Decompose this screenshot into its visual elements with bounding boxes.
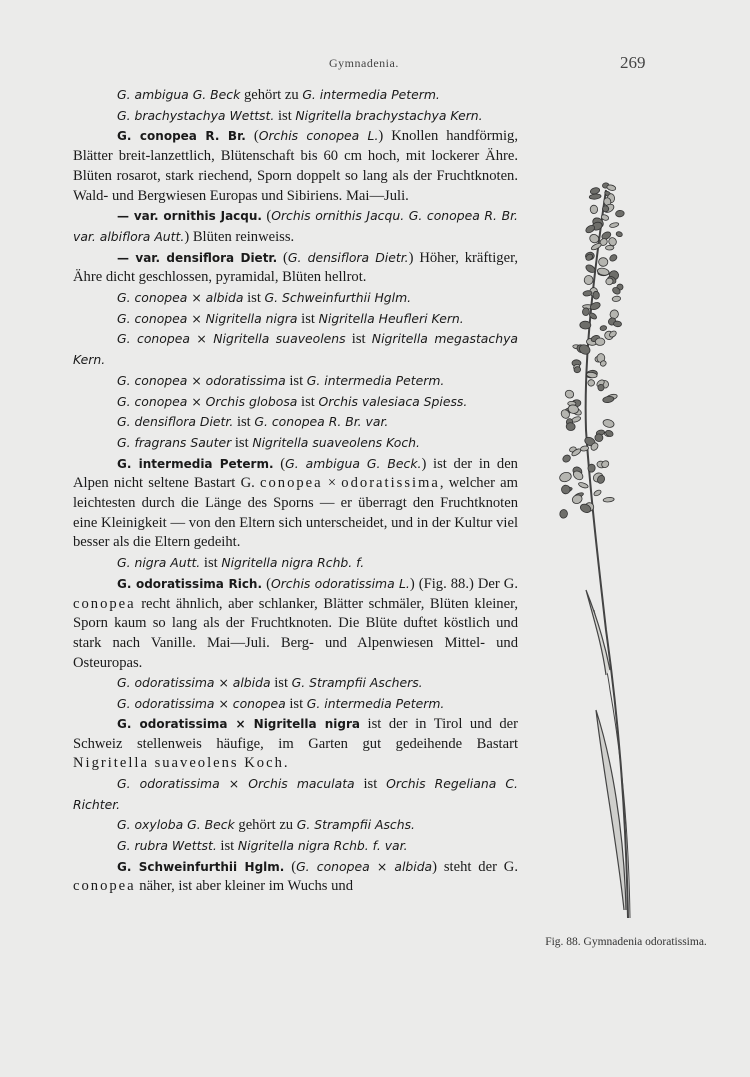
flower-bud — [583, 275, 594, 286]
flower-bud — [615, 210, 624, 217]
flower-bud — [582, 308, 590, 316]
text: ( — [245, 128, 259, 145]
species-name: G. oxyloba G. Beck — [117, 817, 235, 833]
species-name: G. brachystachya Wettst. — [117, 107, 275, 123]
page-header — [0, 53, 750, 76]
plant-illustration-figure — [528, 170, 728, 940]
text: gehört zu — [240, 87, 303, 103]
species-heading: G. intermedia Peterm. — [117, 456, 274, 471]
text: ist — [233, 414, 255, 431]
species-name: G. Strampfii Aschers. — [291, 675, 423, 691]
description: ) Höher, kräftiger, Ähre dicht geschlossen, pyramidal, Blüten hellrot. — [73, 249, 518, 286]
entry-g-oxyloba — [73, 815, 518, 836]
text: ist — [297, 393, 319, 410]
text: ist — [345, 331, 372, 348]
description: recht ähnlich, aber schlanker, Blätter schmäler, Blüten kleiner, Sporn kaum so lang als der Fruchtknoten. Die Blüte duftet köstlich und stark nach Vanille. Mai—Juli. Berg- und Alpenwiesen Mittel- und Osteuropas. — [73, 595, 518, 671]
text: × — [322, 475, 342, 492]
flower-bud — [602, 396, 614, 404]
flower-bud — [566, 422, 576, 431]
text: ( — [284, 858, 297, 875]
flower-bud — [593, 291, 600, 299]
species-name: Nigritella megastachya Kern. — [73, 331, 518, 368]
species-heading: G. odoratissima Rich. — [117, 576, 263, 591]
hybrid-name: G. conopea × albida — [117, 290, 244, 306]
entry-g-brachystachya — [73, 106, 518, 127]
description: ) Knollen handförmig, Blätter breit-lanzettlich, Blütenschaft bis 60 cm hoch, mit lockerer Ähre. Blüten rosarot, stark riechend, Sporn doppelt so lang als der Fruchtknoten. Wald- und Bergwiesen Europas und Sibiriens. Mai—Juli. — [73, 128, 518, 204]
text: ist — [274, 107, 296, 124]
synonym: G. densiflora Dietr. — [287, 249, 409, 265]
synonym: Orchis odoratissima L. — [270, 575, 410, 591]
entry-g-ambigua — [73, 85, 518, 106]
text: ) steht der G. — [432, 858, 518, 875]
hybrid-heading: G. odoratissima × Nigritella nigra — [117, 716, 360, 731]
spaced-name: conopea — [73, 595, 136, 612]
spaced-name: Nigritella suaveolens Koch — [73, 755, 284, 772]
hybrid-name: G. odoratissima × albida — [117, 675, 271, 691]
entry-g-densiflora — [73, 412, 518, 433]
flower-bud — [558, 471, 572, 483]
hybrid-name: G. conopea × Orchis globosa — [117, 393, 298, 409]
flower-bud — [602, 418, 615, 428]
entry-conopea-nigra — [73, 309, 518, 330]
hybrid-name: G. conopea × odoratissima — [117, 372, 286, 388]
entry-g-rubra — [73, 836, 518, 857]
species-heading: G. Schweinfurthii Hglm. — [117, 859, 285, 874]
body-text — [73, 85, 518, 897]
spaced-name: conopea — [73, 878, 136, 895]
species-name: G. conopea R. Br. var. — [254, 414, 389, 430]
entry-g-fragrans — [73, 433, 518, 454]
synonym: G. conopea × albida — [296, 858, 433, 874]
flower-bud — [564, 389, 575, 399]
entry-var-ornithis — [73, 206, 518, 247]
text: ) (Fig. 88.) Der G. — [409, 575, 518, 592]
text: ) ist der in den Alpen nicht seltene Bastart G. — [73, 455, 518, 492]
flower-bud — [597, 267, 610, 276]
species-name: Orchis valesiaca Spiess. — [318, 393, 468, 409]
flower-bud — [612, 296, 621, 302]
page-number: 269 — [620, 53, 646, 72]
description: ) Blüten reinweiss. — [184, 228, 295, 245]
entry-conopea-odoratissima — [73, 371, 518, 392]
gymnadenia-plant-icon — [528, 170, 728, 940]
entry-var-densiflora — [73, 248, 518, 288]
entry-g-intermedia — [73, 454, 518, 554]
text: ist — [200, 555, 222, 572]
species-name: G. intermedia Peterm. — [302, 87, 440, 102]
text: ist — [216, 838, 238, 855]
flower-bud — [580, 321, 591, 329]
entry-g-odoratissima — [73, 574, 518, 674]
flower-bud — [561, 454, 571, 464]
entry-odoratissima-albida — [73, 673, 518, 694]
species-name: Nigritella nigra Rchb. f. var. — [237, 838, 408, 854]
flower-bud — [590, 242, 602, 251]
flower-bud — [559, 509, 568, 519]
entry-conopea-suaveolens — [73, 329, 518, 370]
variety-heading: — var. ornithis Jacqu. — [117, 209, 262, 224]
flower-bud — [616, 231, 623, 237]
text: ist — [270, 675, 292, 692]
species-name: G. Strampfii Aschs. — [296, 817, 415, 833]
entry-g-conopea — [73, 126, 518, 206]
species-name: Nigritella nigra Rchb. f. — [221, 555, 365, 571]
flower-bud — [598, 384, 605, 391]
text: ( — [273, 455, 286, 472]
flower-bud — [603, 497, 614, 503]
flower-bud — [605, 429, 614, 437]
species-heading: G. conopea R. Br. — [117, 129, 246, 144]
flower-bud — [589, 193, 601, 199]
description: , welcher am leichtesten durch die Länge des Sporns — er überragt den Fruchtknoten eine Kleinigkeit — von den Eltern sich unterscheidet, und in der Kultur viel besser als die Eltern gedeiht. — [73, 475, 518, 551]
entry-conopea-globosa — [73, 392, 518, 413]
flower-bud — [561, 485, 570, 494]
synonym: Orchis ornithis Jacqu. G. conopea R. Br. var. albiflora Autt. — [73, 208, 518, 244]
species-name: G. rubra Wettst. — [117, 838, 217, 854]
flower-bud — [613, 321, 621, 327]
species-name: G. intermedia Peterm. — [306, 696, 445, 712]
text: ist — [354, 775, 387, 792]
entry-odoratissima-conopea — [73, 694, 518, 715]
species-name: G. fragrans Sauter — [117, 434, 232, 450]
species-name: G. densiflora Dietr. — [117, 414, 234, 430]
hybrid-name: G. odoratissima × conopea — [117, 696, 286, 712]
flower-bud — [578, 482, 589, 489]
flower-spike — [558, 183, 624, 519]
flower-bud — [595, 338, 605, 346]
description: näher, ist aber kleiner im Wuchs und — [135, 878, 354, 895]
entry-odoratissima-maculata — [73, 774, 518, 815]
flower-bud — [588, 379, 595, 386]
flower-bud — [590, 205, 598, 214]
text: gehört zu — [234, 817, 297, 834]
text: ist — [285, 372, 307, 389]
flower-bud — [593, 489, 602, 497]
synonym: G. ambigua G. Beck. — [285, 455, 422, 471]
species-name: G. ambigua G. Beck — [117, 87, 241, 102]
text: ( — [261, 208, 272, 225]
entry-g-schweinfurthii — [73, 857, 518, 897]
hybrid-name: G. odoratissima × Orchis maculata — [117, 775, 355, 791]
species-name: Orchis Regeliana C. Richter. — [73, 775, 518, 812]
species-name: Nigritella suaveolens Koch. — [252, 434, 420, 450]
entry-g-nigra — [73, 553, 518, 574]
species-name: G. intermedia Peterm. — [306, 372, 445, 388]
flower-bud — [609, 222, 619, 228]
text: ( — [277, 249, 288, 266]
flower-bud — [605, 245, 614, 250]
entry-odoratissima-nigra — [73, 715, 518, 774]
text: . — [283, 755, 288, 772]
figure-caption: Fig. 88. Gymnadenia odoratissima. — [545, 936, 707, 948]
spaced-name: conopea — [260, 475, 323, 492]
flower-bud — [595, 434, 604, 442]
species-name: Nigritella brachystachya Kern. — [295, 107, 483, 123]
flower-bud — [598, 258, 607, 267]
text: ist — [285, 696, 307, 713]
hybrid-name: G. conopea × Nigritella suaveolens — [117, 331, 346, 347]
text: ist — [243, 290, 265, 307]
flower-bud — [600, 325, 607, 331]
hybrid-name: G. conopea × Nigritella nigra — [117, 310, 298, 326]
species-name: G. nigra Autt. — [117, 555, 201, 571]
variety-heading: — var. densiflora Dietr. — [117, 250, 278, 265]
flower-bud — [609, 253, 619, 262]
text: ( — [262, 575, 271, 592]
entry-conopea-albida — [73, 288, 518, 309]
species-name: Nigritella Heufleri Kern. — [318, 310, 464, 326]
flower-bud — [606, 184, 616, 191]
spaced-name: odoratissima — [341, 475, 440, 492]
species-name: G. Schweinfurthii Hglm. — [264, 290, 412, 306]
text: ist — [231, 434, 253, 451]
description: ist der in Tirol und der Schweiz stellenweis häufige, im Garten gut gedeihende Bastart — [73, 715, 519, 752]
synonym: Orchis conopea L. — [258, 128, 379, 144]
running-title: Gymnadenia. — [329, 56, 399, 70]
text: ist — [297, 310, 319, 327]
